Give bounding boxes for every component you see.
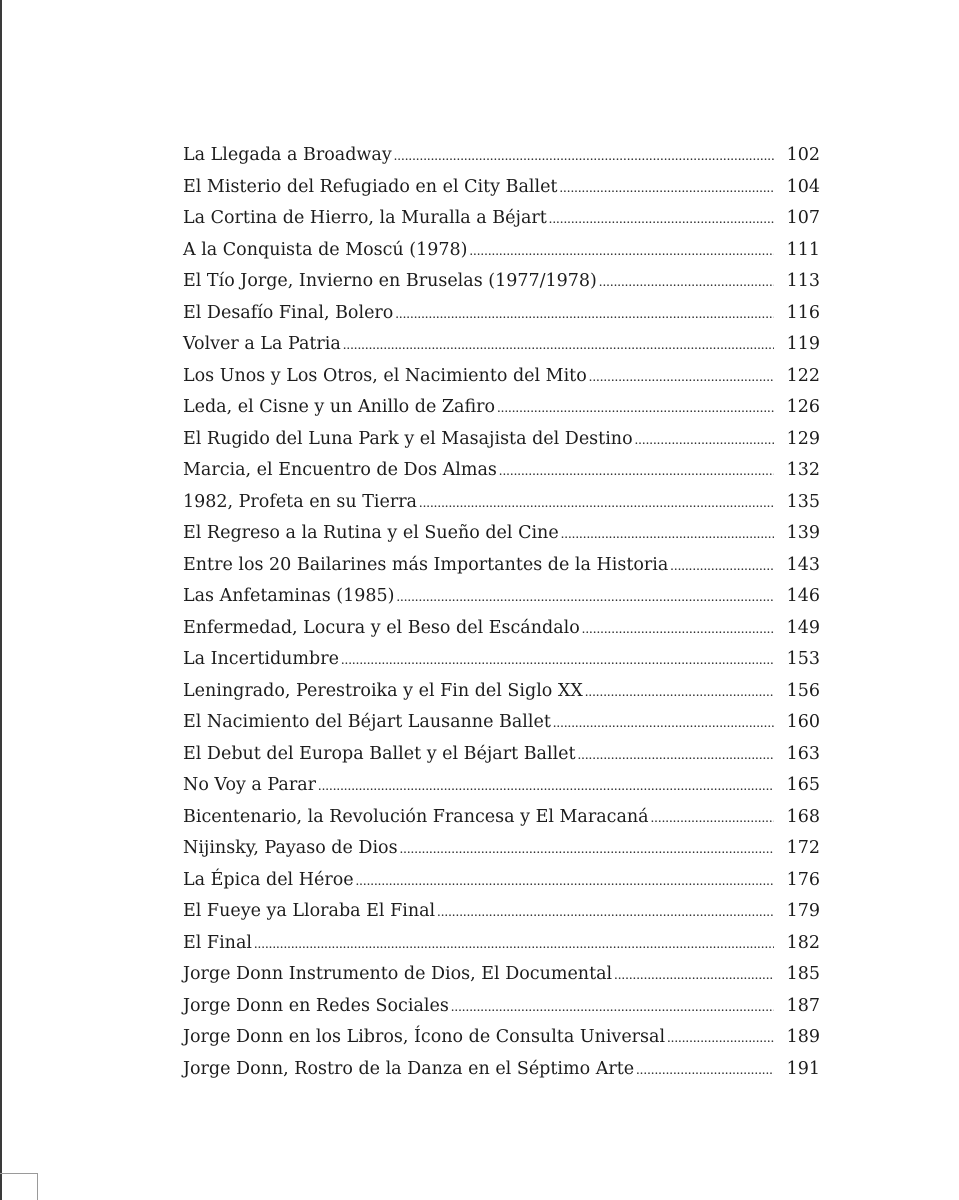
toc-dot-leader — [614, 968, 774, 984]
toc-dot-leader — [499, 464, 774, 480]
toc-entry-title: A la Conquista de Moscú (1978) — [183, 239, 468, 260]
toc-entry-title: La Llegada a Broadway — [183, 145, 392, 165]
toc-dot-leader — [254, 937, 774, 953]
toc-entry — [183, 460, 820, 492]
toc-entry-page: 111 — [786, 239, 820, 260]
toc-entry-title: El Desafío Final, Bolero — [183, 302, 394, 323]
toc-entry — [183, 933, 820, 965]
toc-entry-title: La Cortina de Hierro, la Muralla a Béjart — [183, 208, 547, 228]
toc-dot-leader — [589, 370, 774, 386]
toc-entry — [183, 145, 820, 177]
toc-entry-title: 1982, Profeta en su Tierra — [183, 491, 417, 512]
toc-entry — [183, 586, 820, 618]
toc-entry — [183, 208, 820, 240]
toc-entry-page: 104 — [786, 176, 820, 197]
toc-dot-leader — [670, 559, 774, 575]
toc-dot-leader — [497, 401, 774, 417]
toc-entry — [183, 712, 820, 744]
toc-entry-page: 176 — [786, 869, 820, 890]
toc-entry — [183, 177, 820, 209]
toc-entry-page: 165 — [786, 775, 820, 795]
crop-mark-horizontal — [0, 1173, 38, 1174]
toc-entry-title: El Regreso a la Rutina y el Sueño del Cine — [183, 523, 559, 543]
toc-entry-page: 102 — [786, 145, 820, 165]
toc-dot-leader — [636, 1063, 774, 1079]
toc-entry-title: El Rugido del Luna Park y el Masajista del Destino — [183, 428, 633, 449]
toc-dot-leader — [343, 338, 774, 354]
toc-entry-page: 187 — [786, 995, 820, 1016]
table-of-contents — [183, 145, 820, 1090]
toc-entry-page: 135 — [786, 491, 820, 512]
toc-dot-leader — [318, 779, 774, 795]
toc-entry-title: Leningrado, Perestroika y el Fin del Siglo XX — [183, 680, 583, 701]
toc-dot-leader — [635, 433, 774, 449]
toc-entry-page: 156 — [786, 680, 820, 701]
toc-dot-leader — [356, 874, 774, 890]
toc-entry — [183, 807, 820, 839]
toc-entry-page: 163 — [786, 743, 820, 764]
toc-entry-page: 143 — [786, 554, 820, 575]
toc-entry — [183, 271, 820, 303]
toc-entry-page: 153 — [786, 649, 820, 669]
toc-dot-leader — [553, 716, 774, 732]
toc-entry-page: 189 — [786, 1027, 820, 1047]
toc-entry-page: 122 — [786, 365, 820, 386]
toc-entry-title: Leda, el Cisne y un Anillo de Zafiro — [183, 397, 496, 417]
toc-entry-page: 146 — [786, 586, 820, 606]
toc-entry-page: 116 — [786, 302, 820, 323]
toc-entry-page: 182 — [786, 932, 820, 953]
toc-entry — [183, 555, 820, 587]
toc-entry-title: La Incertidumbre — [183, 649, 339, 669]
toc-entry — [183, 838, 820, 870]
toc-entry-page: 149 — [786, 617, 820, 638]
toc-entry — [183, 1027, 820, 1059]
toc-entry — [183, 618, 820, 650]
toc-dot-leader — [585, 685, 774, 701]
toc-dot-leader — [651, 811, 774, 827]
toc-entry — [183, 366, 820, 398]
toc-entry-title: El Debut del Europa Ballet y el Béjart Ballet — [183, 743, 576, 764]
toc-entry — [183, 996, 820, 1028]
toc-entry-title: Jorge Donn en los Libros, Ícono de Consulta Universal — [183, 1027, 666, 1047]
toc-entry-page: 132 — [786, 460, 820, 480]
toc-entry — [183, 429, 820, 461]
toc-dot-leader — [549, 212, 774, 228]
toc-dot-leader — [400, 842, 774, 858]
toc-dot-leader — [667, 1031, 774, 1047]
toc-entry — [183, 397, 820, 429]
toc-entry-title: Enfermedad, Locura y el Beso del Escándalo — [183, 617, 580, 638]
toc-entry — [183, 901, 820, 933]
toc-dot-leader — [437, 905, 774, 921]
toc-entry-page: 139 — [786, 523, 820, 543]
toc-entry-title: Jorge Donn Instrumento de Dios, El Documental — [183, 964, 613, 984]
toc-entry-title: Jorge Donn, Rostro de la Danza en el Séptimo Arte — [183, 1058, 635, 1079]
toc-entry-title: El Nacimiento del Béjart Lausanne Ballet — [183, 712, 551, 732]
toc-entry-title: La Épica del Héroe — [183, 869, 354, 890]
toc-entry — [183, 303, 820, 335]
toc-entry-page: 113 — [786, 271, 820, 291]
toc-entry — [183, 240, 820, 272]
page-left-edge — [0, 0, 2, 1200]
toc-entry — [183, 964, 820, 996]
toc-entry-page: 160 — [786, 712, 820, 732]
toc-entry-page: 191 — [786, 1058, 820, 1079]
toc-entry-page: 119 — [786, 334, 820, 354]
crop-mark-vertical — [37, 1173, 38, 1200]
toc-dot-leader — [578, 748, 774, 764]
toc-dot-leader — [395, 307, 774, 323]
toc-entry — [183, 492, 820, 524]
toc-entry-page: 179 — [786, 901, 820, 921]
toc-entry — [183, 523, 820, 555]
toc-entry-title: Jorge Donn en Redes Sociales — [183, 995, 449, 1016]
toc-entry — [183, 744, 820, 776]
toc-dot-leader — [396, 590, 774, 606]
toc-entry-title: Entre los 20 Bailarines más Importantes de la Historia — [183, 554, 669, 575]
toc-entry — [183, 775, 820, 807]
toc-entry-title: El Tío Jorge, Invierno en Bruselas (1977/1978) — [183, 271, 597, 291]
toc-dot-leader — [561, 527, 774, 543]
toc-entry-page: 168 — [786, 806, 820, 827]
toc-entry-title: El Fueye ya Lloraba El Final — [183, 901, 436, 921]
toc-entry-title: Las Anfetaminas (1985) — [183, 586, 395, 606]
toc-entry-title: No Voy a Parar — [183, 775, 317, 795]
toc-dot-leader — [599, 275, 774, 291]
toc-entry-page: 185 — [786, 964, 820, 984]
toc-dot-leader — [559, 181, 774, 197]
toc-dot-leader — [419, 496, 774, 512]
toc-entry — [183, 681, 820, 713]
toc-entry-page: 107 — [786, 208, 820, 228]
toc-entry — [183, 1059, 820, 1091]
toc-entry — [183, 649, 820, 681]
toc-dot-leader — [469, 244, 774, 260]
toc-entry-title: Los Unos y Los Otros, el Nacimiento del Mito — [183, 365, 587, 386]
toc-entry-title: El Misterio del Refugiado en el City Ballet — [183, 176, 558, 197]
toc-entry-title: El Final — [183, 932, 252, 953]
toc-entry — [183, 870, 820, 902]
toc-entry-title: Bicentenario, la Revolución Francesa y El Maracaná — [183, 806, 649, 827]
toc-entry-page: 126 — [786, 397, 820, 417]
toc-entry — [183, 334, 820, 366]
toc-dot-leader — [582, 622, 774, 638]
toc-dot-leader — [341, 653, 774, 669]
toc-entry-title: Volver a La Patria — [183, 334, 341, 354]
toc-dot-leader — [451, 1000, 774, 1016]
toc-entry-title: Marcia, el Encuentro de Dos Almas — [183, 460, 497, 480]
toc-entry-title: Nijinsky, Payaso de Dios — [183, 838, 398, 858]
toc-entry-page: 172 — [786, 838, 820, 858]
toc-entry-page: 129 — [786, 428, 820, 449]
toc-dot-leader — [394, 149, 774, 165]
